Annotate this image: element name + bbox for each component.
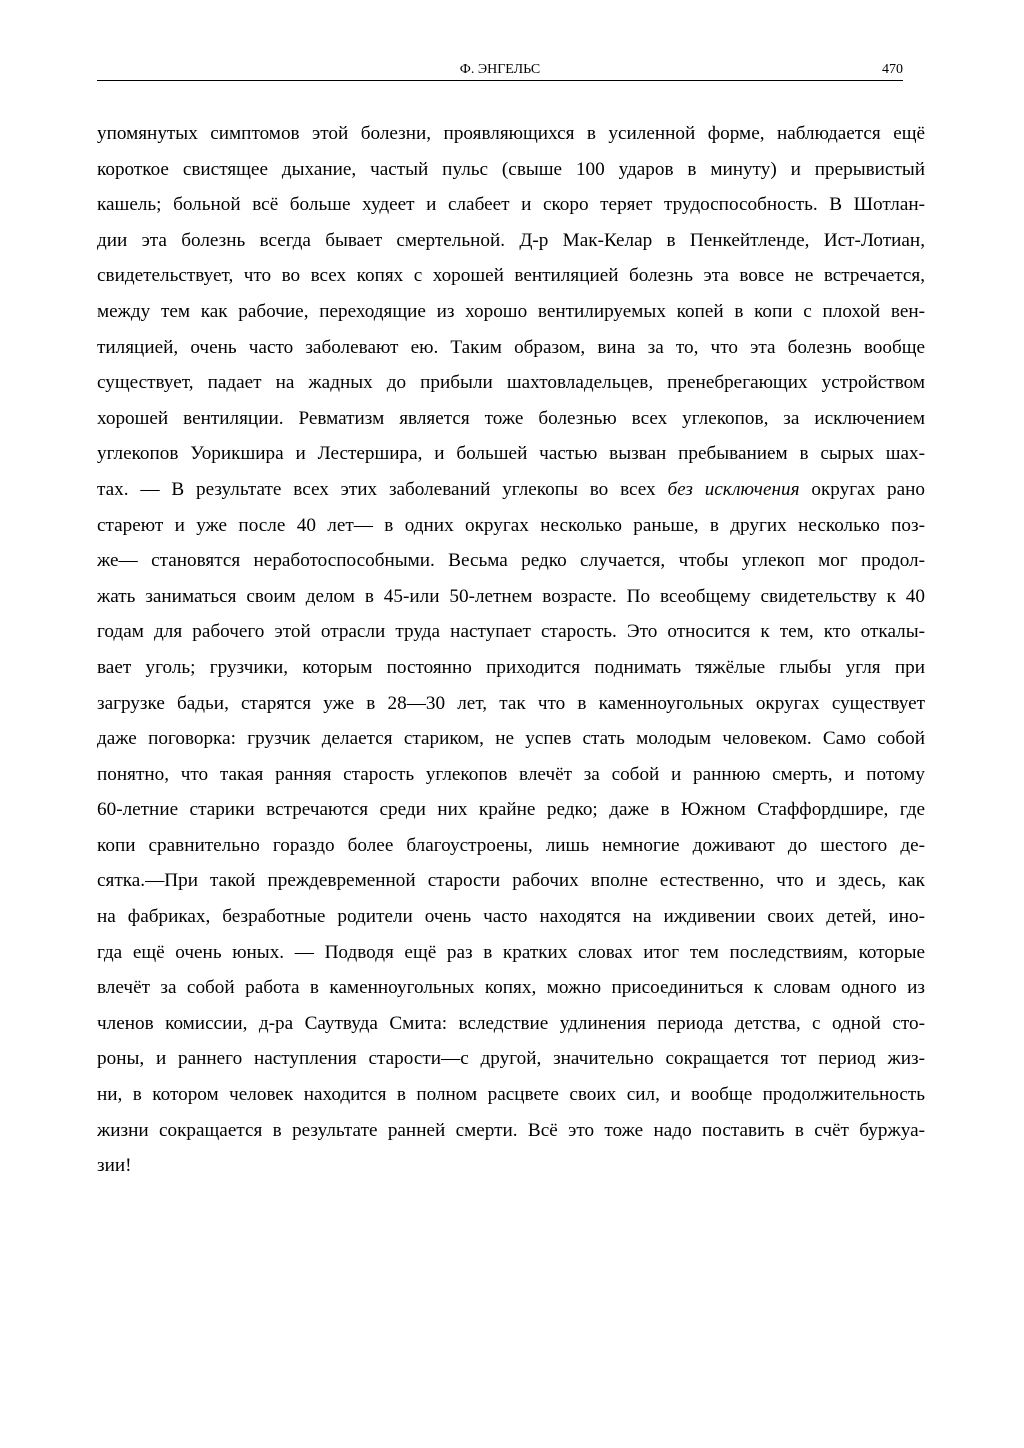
text-line: гда ещё очень юных. — Подводя ещё раз в кратких словах итог тем последствиям, которые (97, 941, 925, 963)
text-line: между тем как рабочие, переходящие из хорошо вентилируемых копей в копи с плохой вен- (97, 300, 925, 322)
text-line: короткое свистящее дыхание, частый пульс (свыше 100 ударов в минуту) и прерывистый (97, 158, 925, 180)
text-line: роны, и раннего наступления старости—с другой, значительно сокращается тот период жиз- (97, 1048, 925, 1070)
text-line: сятка.—При такой преждевременной старости рабочих вполне естественно, что и здесь, как (97, 870, 925, 892)
text-line: жать заниматься своим делом в 45-или 50-летнем возрасте. По всеобщему свидетельству к 40 (97, 585, 925, 607)
text-segment: тах. — В результате всех этих заболеваний углекопы во всех (97, 478, 668, 500)
text-line: же— становятся неработоспособными. Весьма редко случается, чтобы углекоп мог продол- (97, 550, 925, 572)
text-line: существует, падает на жадных до прибыли шахтовладельцев, пренебрегающих устройством (97, 372, 925, 394)
running-header (97, 60, 903, 81)
text-line: членов комиссии, д-ра Саутвуда Смита: вследствие удлинения периода детства, с одной сто- (97, 1012, 925, 1034)
page-number: 470 (882, 62, 903, 77)
text-line: 60-летние старики встречаются среди них крайне редко; даже в Южном Стаффордшире, где (97, 799, 925, 821)
text-line: хорошей вентиляции. Ревматизм является тоже болезнью всех углекопов, за исключением (97, 407, 925, 429)
text-line: влечёт за собой работа в каменноугольных копях, можно присоединиться к словам одного из (97, 977, 925, 999)
body-text (97, 116, 925, 1184)
text-line-last: зии! (97, 1155, 132, 1177)
text-line: вает уголь; грузчики, которым постоянно приходится поднимать тяжёлые глыбы угля при (97, 656, 925, 678)
text-line: кашель; больной всё больше худеет и слабеет и скоро теряет трудоспособность. В Шотлан- (97, 194, 925, 216)
text-line: тиляцией, очень часто заболевают ею. Таким образом, вина за то, что эта болезнь вообще (97, 336, 925, 358)
running-title: Ф. ЭНГЕЛЬС (459, 62, 541, 77)
text-line: годам для рабочего этой отрасли труда наступает старость. Это относится к тем, кто откалы- (97, 621, 925, 643)
text-line: дии эта болезнь всегда бывает смертельной. Д-р Мак-Келар в Пенкейтленде, Ист-Лотиан, (97, 229, 925, 251)
text-line: жизни сокращается в результате ранней смерти. Всё это тоже надо поставить в счёт буржуа- (97, 1119, 925, 1141)
text-line: углекопов Уорикшира и Лестершира, и большей частью вызван пребыванием в сырых шах- (97, 443, 925, 465)
text-line: упомянутых симптомов этой болезни, проявляющихся в усиленной форме, наблюдается ещё (97, 123, 925, 144)
text-line: свидетельствует, что во всех копях с хорошей вентиляцией болезнь эта вовсе не встречается, (97, 265, 925, 287)
text-line: стареют и уже после 40 лет— в одних округах несколько раньше, в других несколько поз- (97, 514, 925, 536)
text-line-with-emphasis (97, 472, 925, 508)
text-line: копи сравнительно гораздо более благоустроены, лишь немногие доживают до шестого де- (97, 834, 925, 856)
text-segment: округах рано (799, 478, 925, 500)
emphasized-phrase: без исключения (667, 478, 800, 500)
text-line: ни, в котором человек находится в полном расцвете своих сил, и вообще продолжительность (97, 1084, 925, 1106)
text-line: понятно, что такая ранняя старость углекопов влечёт за собой и раннюю смерть, и потому (97, 763, 925, 785)
text-line: даже поговорка: грузчик делается стариком, не успев стать молодым человеком. Само собой (97, 728, 925, 750)
text-line: загрузке бадьи, старятся уже в 28—30 лет, так что в каменноугольных округах существует (97, 692, 925, 714)
text-line: на фабриках, безработные родители очень часто находятся на иждивении своих детей, ино- (97, 906, 925, 928)
